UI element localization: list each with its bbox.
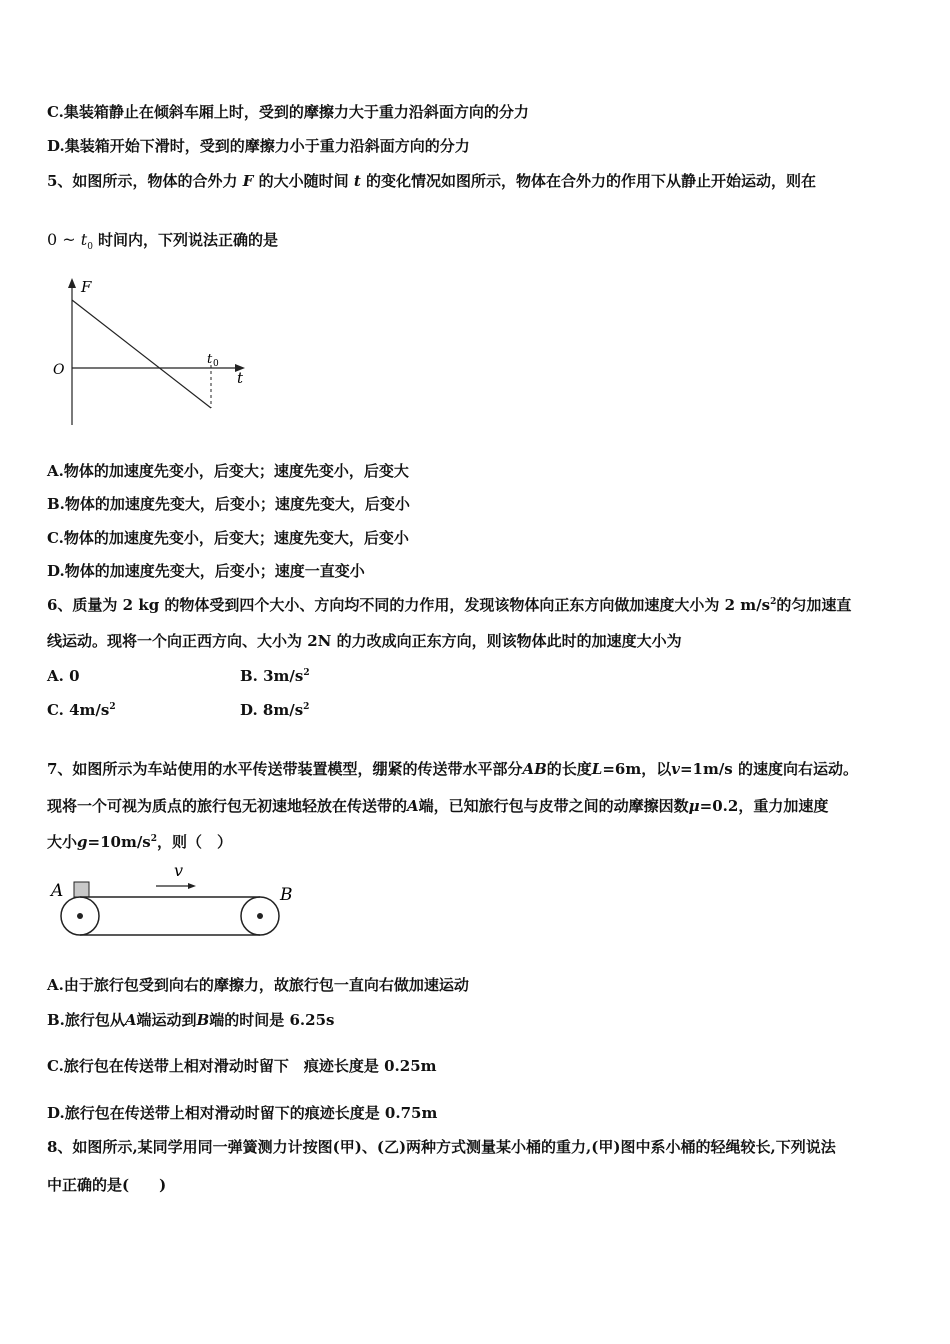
range-to: t bbox=[80, 230, 88, 249]
label-v: v bbox=[174, 861, 184, 880]
q5-text: 时间内，下列说法正确的是 bbox=[98, 231, 279, 249]
q6-text: 的匀加速直 bbox=[776, 596, 852, 614]
q8-stem-line2: 中正确的是( ) bbox=[47, 1176, 167, 1194]
q7-sup: 2 bbox=[150, 834, 158, 844]
q7-var-B: B bbox=[196, 1011, 210, 1029]
q7-text: =10m/s bbox=[87, 833, 151, 851]
q5-text: 5、如图所示，物体的合外力 bbox=[47, 172, 238, 190]
q6-option-a: A. 0 bbox=[47, 667, 80, 685]
f-axis-arrow bbox=[68, 278, 76, 288]
q7-text: 端，已知旅行包与皮带之间的动摩擦因数 bbox=[418, 797, 689, 815]
q8-stem-line1: 8、如图所示,某同学用同一弹簧测力计按图(甲)、(乙)两种方式测量某小桶的重力,(甲)图中系小桶的轻绳较长,下列说法 bbox=[47, 1138, 836, 1156]
label-t0-sub: 0 bbox=[213, 359, 219, 369]
q7-text: 的长度 bbox=[546, 760, 592, 778]
q7-var-A: A bbox=[124, 1011, 137, 1029]
label-B: B bbox=[280, 885, 293, 905]
q7-var-mu: μ bbox=[688, 797, 700, 815]
q5-stem-line1 bbox=[47, 171, 816, 191]
q6-opt-d-sup: 2 bbox=[303, 702, 310, 712]
q7-option-d: D.旅行包在传送带上相对滑动时留下的痕迹长度是 0.75m bbox=[47, 1104, 438, 1122]
q6-opt-d-text: D. 8m/s bbox=[240, 701, 304, 719]
q7-stem-line2 bbox=[47, 796, 828, 816]
q7-text: 大小 bbox=[47, 833, 78, 851]
q7-stem-line1 bbox=[47, 759, 858, 779]
q5-text: 的大小随时间 bbox=[258, 172, 349, 190]
q5-range bbox=[47, 230, 98, 253]
label-t: t bbox=[237, 369, 244, 387]
velocity-arrowhead bbox=[188, 883, 196, 889]
luggage-box bbox=[74, 882, 89, 897]
q5-stem-line2 bbox=[47, 230, 278, 257]
option-d-prev: D.集装箱开始下滑时，受到的摩擦力小于重力沿斜面方向的分力 bbox=[47, 137, 470, 155]
q7-var-AB: AB bbox=[522, 760, 547, 778]
q5-var-t: t bbox=[353, 172, 361, 190]
q5-option-d: D.物体的加速度先变大，后变小；速度一直变小 bbox=[47, 562, 365, 580]
q5-option-a: A.物体的加速度先变小，后变大；速度先变小，后变大 bbox=[47, 462, 409, 480]
q7-text: =6m，以 bbox=[602, 760, 672, 778]
q6-option-d bbox=[240, 700, 309, 720]
range-from: 0 bbox=[47, 230, 58, 249]
left-axle bbox=[77, 913, 83, 919]
force-line bbox=[72, 300, 211, 408]
label-O: O bbox=[53, 362, 65, 378]
q7-option-c: C.旅行包在传送带上相对滑动时留下 痕迹长度是 0.25m bbox=[47, 1057, 437, 1075]
q5-var-F: F bbox=[242, 172, 254, 190]
q7-text: ，则（ ） bbox=[157, 833, 233, 851]
q7-var-g: g bbox=[77, 833, 88, 851]
q6-text: 6、质量为 2 kg 的物体受到四个大小、方向均不同的力作用，发现该物体向正东方向做加速度大小为 2 m/s bbox=[47, 596, 771, 614]
q7-var-A: A bbox=[407, 797, 419, 815]
option-c-prev: C.集装箱静止在倾斜车厢上时，受到的摩擦力大于重力沿斜面方向的分力 bbox=[47, 103, 529, 121]
q6-option-b bbox=[240, 666, 310, 686]
q7-text: 端的时间是 6.25s bbox=[209, 1011, 335, 1029]
q7-text: 端运动到 bbox=[136, 1011, 197, 1029]
q7-text: 7、如图所示为车站使用的水平传送带装置模型，绷紧的传送带水平部分 bbox=[47, 760, 523, 778]
q6-opt-c-text: C. 4m/s bbox=[47, 701, 110, 719]
label-t0: t bbox=[207, 352, 213, 367]
q6-option-c bbox=[47, 700, 116, 720]
q7-text: 现将一个可视为质点的旅行包无初速地轻放在传送带的 bbox=[47, 797, 408, 815]
q7-var-v: v bbox=[671, 760, 680, 778]
q6-stem-line2: 线运动。现将一个向正西方向、大小为 2N 的力改成向正东方向，则该物体此时的加速度大小为 bbox=[47, 632, 682, 650]
q7-stem-line3 bbox=[47, 832, 232, 852]
q6-opt-b-sup: 2 bbox=[303, 668, 310, 678]
q7-text: =0.2，重力加速度 bbox=[699, 797, 829, 815]
q6-sup: 2 bbox=[770, 597, 777, 607]
q7-option-a: A.由于旅行包受到向右的摩擦力，故旅行包一直向右做加速运动 bbox=[47, 976, 469, 994]
q7-text: B.旅行包从 bbox=[47, 1011, 125, 1029]
q6-stem-line1 bbox=[47, 595, 851, 615]
q6-opt-b-text: B. 3m/s bbox=[240, 667, 304, 685]
label-F: F bbox=[81, 278, 92, 296]
q7-var-L: L bbox=[591, 760, 603, 778]
q5-text: 的变化情况如图所示，物体在合外力的作用下从静止开始运动，则在 bbox=[366, 172, 817, 190]
right-axle bbox=[257, 913, 263, 919]
q7-conveyor-figure bbox=[48, 862, 298, 940]
q7-option-b bbox=[47, 1010, 334, 1030]
range-sub: 0 bbox=[87, 242, 93, 253]
label-A: A bbox=[51, 881, 64, 901]
q6-opt-c-sup: 2 bbox=[109, 702, 116, 712]
q5-option-c: C.物体的加速度先变小，后变大；速度先变大，后变小 bbox=[47, 529, 409, 547]
range-sep: ~ bbox=[62, 230, 76, 249]
q5-ft-graph bbox=[45, 275, 255, 425]
q5-option-b: B.物体的加速度先变大，后变小；速度先变大，后变小 bbox=[47, 495, 410, 513]
q7-text: =1m/s 的速度向右运动。 bbox=[679, 760, 858, 778]
